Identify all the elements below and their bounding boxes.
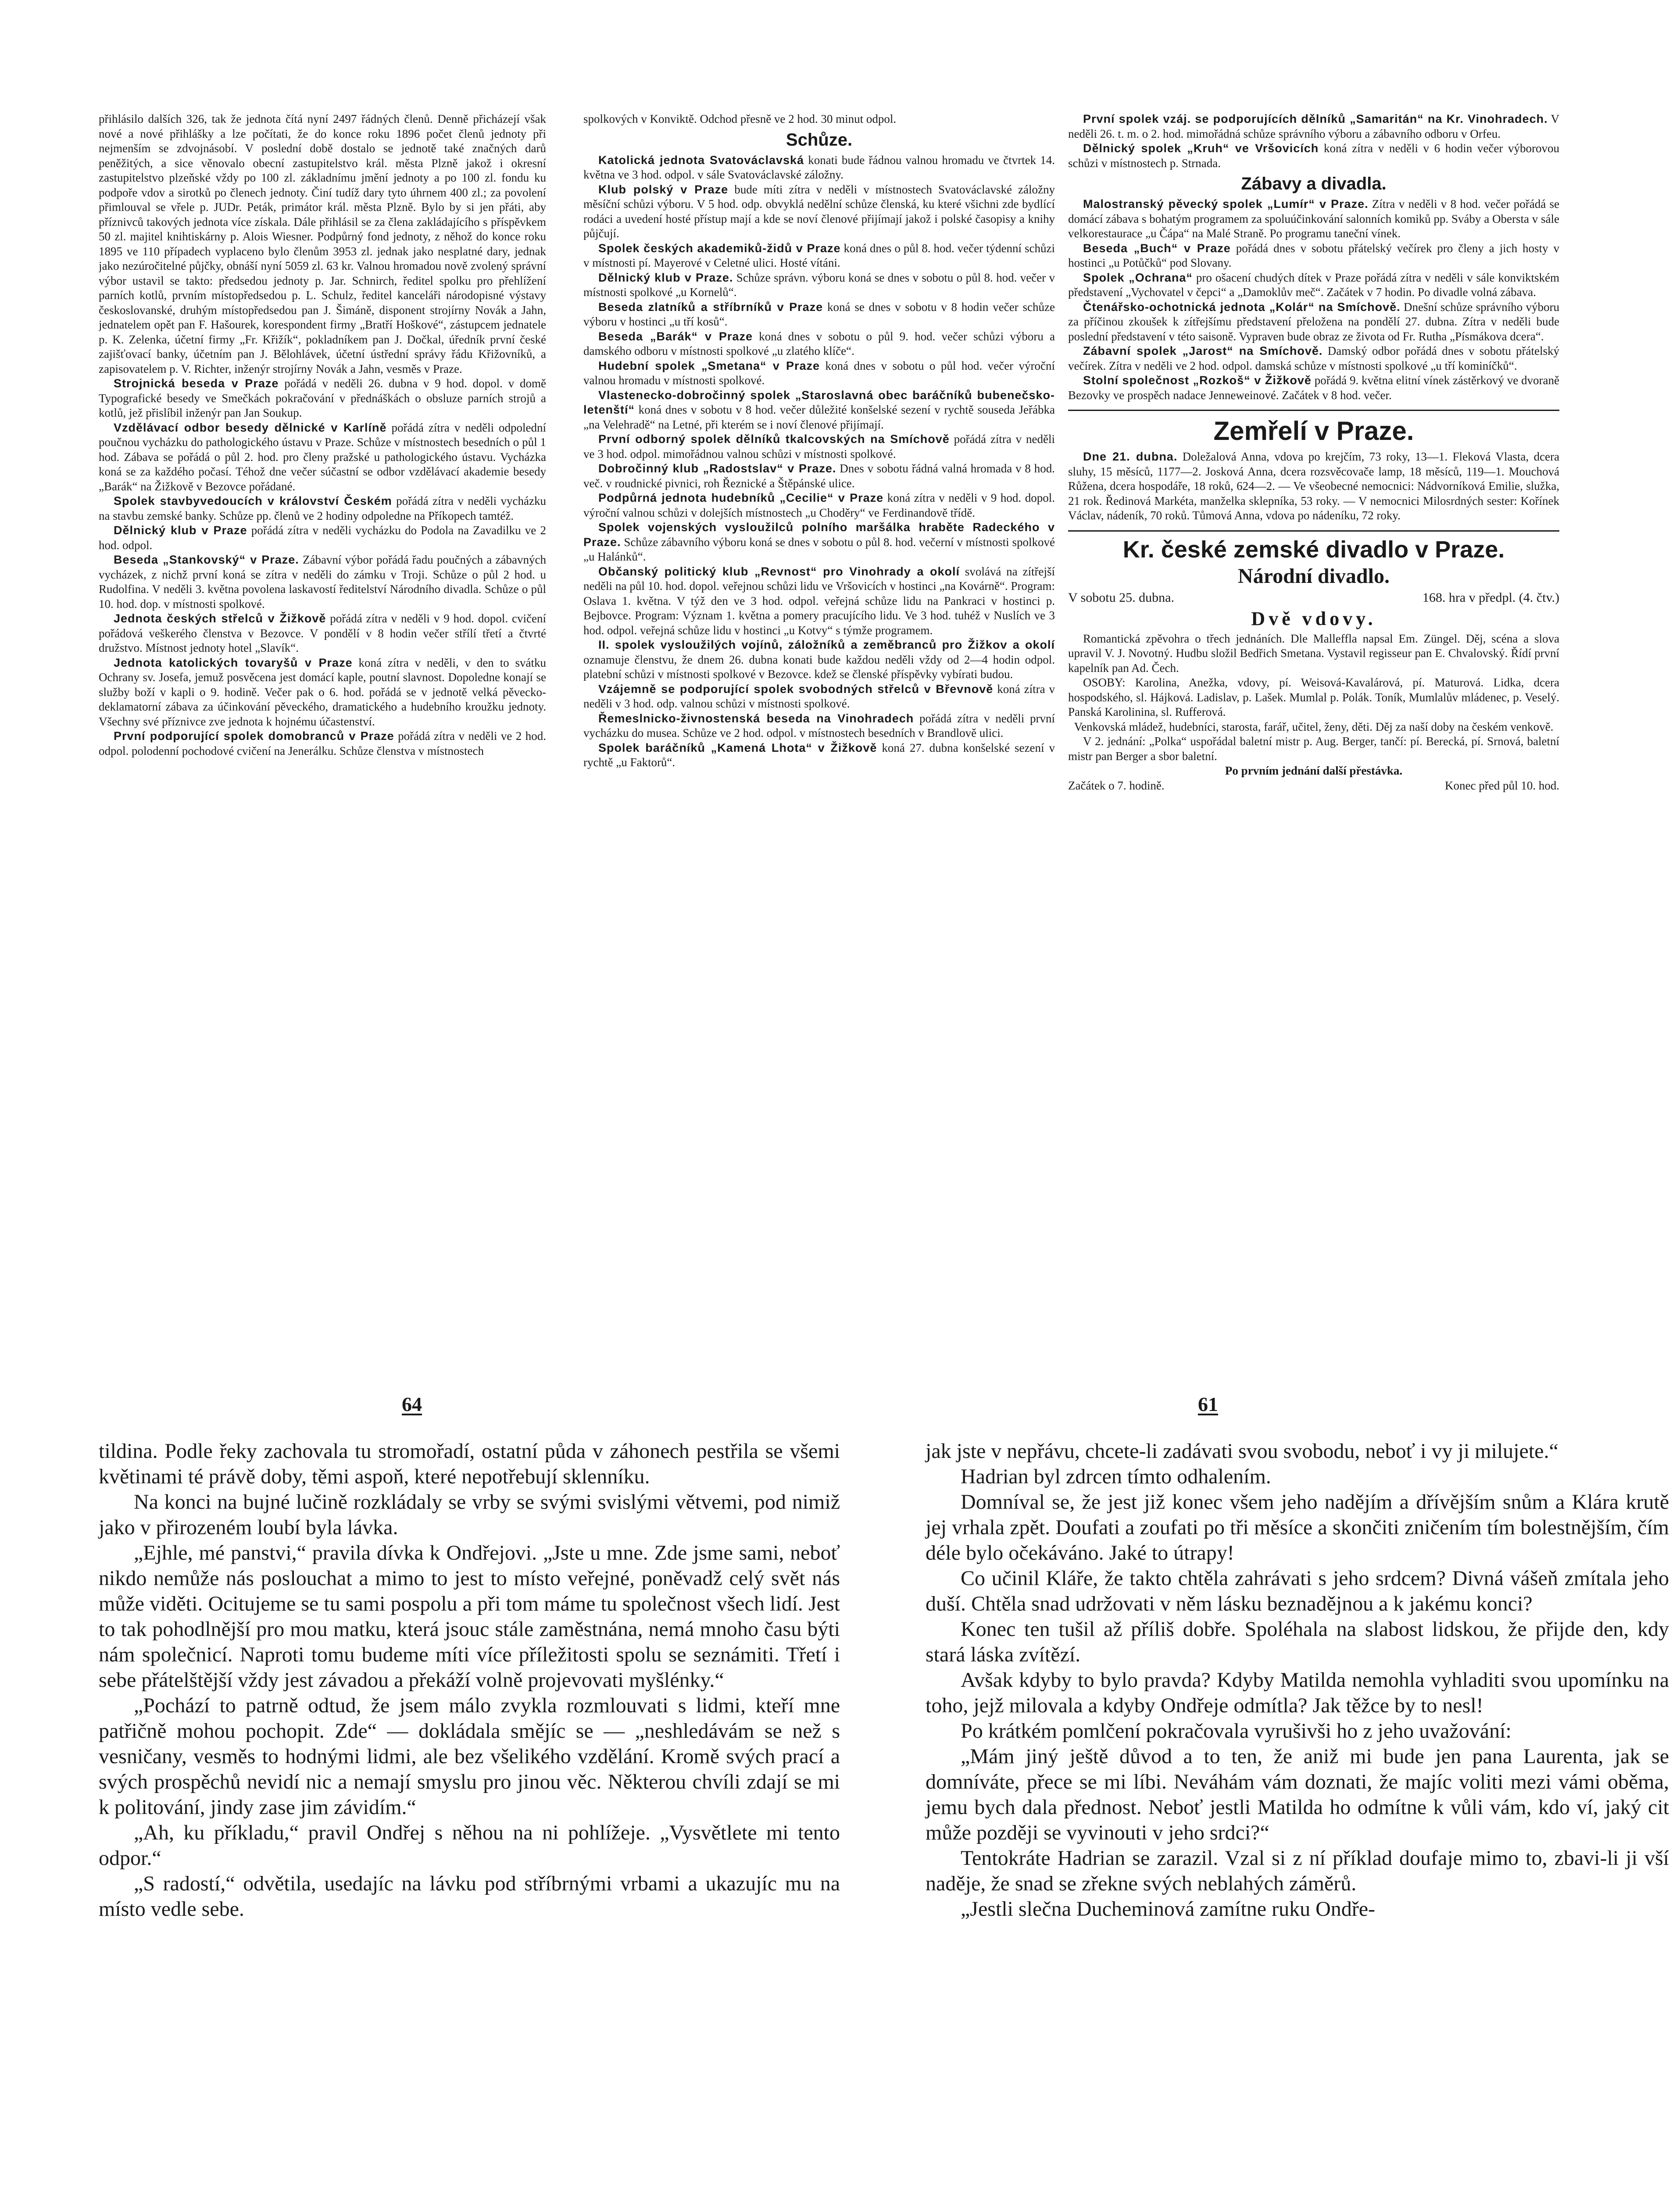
column-2-notice: II. spolek vysloužilých vojínů, záložníků a zeměbranců pro Žižkov a okolí oznamuje členstvu, že dnem 26. dubna konati bude každou neděli vždy od 2—4 hodin odpol. platební schůzi v místnosti spolkové v Bezovce. kdež se členské příspěvky vybírati budou. [583, 638, 1055, 681]
newspaper-upper-half [99, 112, 1559, 1292]
novel-left-column [99, 1439, 840, 1922]
notice-heading: Podpůrná jednota hudebníků „Cecilie“ v Praze [598, 491, 884, 504]
column-1-notice: Strojnická beseda v Praze pořádá v neděli 26. dubna v 9 hod. dopol. v domě Typografické besedy ve Smečkách pokračování v přednáškách o obsluze parních strojů a kotlů, jež přislíbil inženýr pan Jan Soukup. [99, 377, 546, 419]
column-2-notice: Občanský politický klub „Revnost“ pro Vinohrady a okolí svolává na zítřejší neděli na půl 10. hod. dopol. veřejnou schůzi lidu ve Vršovicích v hostinci „na Kovárně“. Program: Oslava 1. května. V týž den ve 3 hod. odpol. veřejná schůze lidu na Pankraci v hostinci p. Bejbovce. Program: Význam 1. května a pomery pracujícího lidu. Ve 3 hod. tuhéž v Nuslích ve 3 hod. odpol. veřejná schůze lidu v hostinci „u Kotvy“ s týmže programem. [583, 564, 1055, 637]
notice-heading: První odborný spolek dělníků tkalcovských na Smíchově [598, 432, 950, 446]
novel-right-paragraph: Tentokráte Hadrian se zarazil. Vzal si z ní příklad doufaje mimo to, zbavi-li ji vší naděje, že snad se zřekne svých neblahých záměrů. [926, 1847, 1669, 1895]
play-end: Konec před půl 10. hod. [1445, 779, 1559, 792]
column-3b-notice: Stolní společnost „Rozkoš“ v Žižkově pořádá 9. května elitní vínek zástěrkový ve dvoraně Bezovky ve prospěch nadace Jenneweinové. Začátek v 8 hod. večer. [1068, 374, 1559, 402]
novel-right-paragraph: Avšak kdyby to bylo pravda? Kdyby Matilda nemohla vyhladiti svou upomínku na toho, jejž milovala a kdyby Ondřeje odmítla? Jak těžce by to nesl! [926, 1668, 1669, 1717]
notice-heading: Klub polský v Praze [598, 182, 729, 196]
play-times [1068, 779, 1559, 793]
column-2-notice: Řemeslnicko-živnostenská beseda na Vinohradech pořádá zítra v neděli první vycházku do musea. Schůze ve 2 hod. odpol. v místnostech besedních v Brandlově ulici. [583, 711, 1055, 739]
novel-left-paragraph: Na konci na bujné lučině rozkládaly se vrby se svými svislými větvemi, pod nimiž jako v přirozeném loubí byla lávka. [99, 1490, 840, 1539]
deaths-list: Dne 21. dubna. Doležalová Anna, vdova po krejčím, 73 roky, 13—1. Fleková Vlasta, dcera sluhy, 15 měsíců, 1177—2. Josková Anna, dcera rozsvěcovače lamp, 18 měsíců, 119—1. Mouchová Růžena, dcera hospodáře, 18 roků, 624—2. — Ve všeobecné nemocnici: Nádvorníková Emilie, služka, 21 rok. Ředinová Markéta, manželka sklepníka, 53 roky. — V nemocnici Milosrdných sester: Kořínek Václav, nádeník, 70 roků. Tůmová Anna, vdova po nádeníku, 72 roky. [1068, 450, 1559, 522]
column-2-notice: První odborný spolek dělníků tkalcovských na Smíchově pořádá zítra v neděli ve 3 hod. odpol. mimořádnou valnou schůzi v místnosti spolkové. [583, 432, 1055, 461]
column-2-intro: spolkových v Konviktě. Odchod přesně ve 2 hod. 30 minut odpol. [583, 112, 897, 125]
theatre-subscription: 168. hra v předpl. (4. čtv.) [1422, 590, 1559, 605]
novel-right-paragraph: Po krátkém pomlčení pokračovala vyrušivši ho z jeho uvažování: [961, 1719, 1512, 1743]
column-3b-notice: Zábavní spolek „Jarost“ na Smíchově. Damský odbor pořádá dnes v sobotu přátelský večírek. Zítra v neděli ve 2 hod. odpol. damská schůze v místnosti spolkové „u tří kominíčků“. [1068, 344, 1559, 372]
play-title: Dvě vdovy. [1251, 607, 1376, 629]
notice-heading: Stolní společnost „Rozkoš“ v Žižkově [1083, 374, 1312, 387]
novel-right-paragraph: Hadrian byl zdrcen tímto odhalením. [961, 1465, 1271, 1488]
column-2-notice: Klub polský v Praze bude míti zítra v neděli v místnostech Svatováclavské záložny měsíční schůzi výboru. V 5 hod. odp. obvyklá nedělní schůze členská, ku které všichni zde bydlící rodáci a uvedení hosté přístup mají a kde se noví členové přijímají jakož i polské časopisy a knihy půjčují. [583, 182, 1055, 240]
play-extras: Venkovská mládež, hudebníci, starosta, farář, učitel, ženy, děti. Děj za naší doby na českém venkově. [1074, 720, 1554, 733]
play-note: Po prvním jednání další přestávka. [1225, 764, 1403, 777]
column-3b-notice: Malostranský pěvecký spolek „Lumír“ v Praze. Zítra v neděli v 8 hod. večer pořádá se domácí zábava s bohatým programem za spoluúčinkování salonních komiků pp. Sváby a Obersta v sále velkorestaurace „u Čápa“ na Malé Straně. Po programu taneční vínek. [1068, 197, 1559, 240]
column-2-notice: Podpůrná jednota hudebníků „Cecilie“ v Praze koná zítra v neděli v 9 hod. dopol. výroční valnou schůzi v dolejších místnostech „u Choděry“ ve Ferdinandově třídě. [583, 491, 1055, 519]
novel-left-paragraph: „Pochází to patrně odtud, že jsem málo zvykla rozmlouvati s lidmi, kteří mne patřičně mohou pochopit. Zde“ — dokládala smějíc se — „neshledávám se než s vesničany, vesměs to hodnými lidmi, ale bez všelikého vzdělání. Kromě svých prací a svých prospěchů nevidí nic a nemají smyslu pro jinou věc. Některou chvíli zdají se mi k politování, jindy zase jim závidím.“ [99, 1694, 840, 1819]
notice-heading: První spolek vzáj. se podporujících dělníků „Samaritán“ na Kr. Vinohradech. [1083, 112, 1548, 125]
divider [1068, 530, 1559, 532]
novel-right-paragraph: Domníval se, že jest již konec všem jeho nadějím a dřívějším snům a Klára krutě jej vrhala zpět. Doufati a zoufati po tři měsíce a skončiti zničením tím bolestnějším, čím déle bylo očekáváno. Jaké to útrapy! [926, 1490, 1669, 1564]
column-3a-notice: Dělnický spolek „Kruh“ ve Vršovicích koná zítra v neděli v 6 hodin večer výborovou schůzi v místnostech p. Strnada. [1068, 142, 1559, 170]
notice-heading: Řemeslnicko-živnostenská beseda na Vinohradech [598, 711, 914, 725]
novel-right-paragraph: „Mám jiný ještě důvod a to ten, že aniž mi bude jen pana Laurenta, jak se domníváte, přece se mi líbi. Neváhám vám doznati, že majíc voliti mezi vámi oběma, jemu bych dala přednost. Neboť jestli Matilda ho odmítne k vůli vám, kdo ví, jaký cit může později se vyvinouti v jeho srdci?“ [926, 1745, 1669, 1844]
column-1-notice: Dělnický klub v Praze pořádá zítra v neděli vycházku do Podola na Zavadilku ve 2 hod. odpol. [99, 524, 546, 552]
notice-heading: První podporující spolek domobranců v Praze [114, 729, 394, 743]
theatre-date-row [1068, 589, 1559, 606]
notice-heading: II. spolek vysloužilých vojínů, záložníků a zeměbranců pro Žižkov a okolí [598, 638, 1055, 651]
novel-right-paragraph: „Jestli slečna Ducheminová zamítne ruku Ondře- [961, 1897, 1375, 1921]
column-2-notice: Spolek vojenských vysloužilců polního maršálka hraběte Radeckého v Praze. Schůze zábavního výboru koná se dnes v sobotu o půl 8. hod. večerní v místnosti spolkové „u Halánků“. [583, 521, 1055, 563]
notice-heading: Beseda „Barák“ v Praze [598, 329, 753, 343]
notice-heading: Strojnická beseda v Praze [114, 377, 279, 390]
column-2 [583, 112, 1055, 770]
column-2-notice: Dobročinný klub „Radostslav“ v Praze. Dnes v sobotu řádná valná hromada v 8 hod. več. v roudnické pivnici, roh Řeznické a Štěpánské ulice. [583, 462, 1055, 490]
novel-right-paragraph: jak jste v nepřávu, chcete-li zadávati svou svobodu, neboť i vy ji milujete.“ [926, 1439, 1558, 1463]
notice-heading: Beseda „Buch“ v Praze [1083, 241, 1231, 255]
notice-heading: Malostranský pěvecký spolek „Lumír“ v Praze. [1083, 197, 1369, 211]
notice-heading: Jednota katolických tovaryšů v Praze [114, 656, 353, 669]
column-1-notice: přihlásilo dalších 326, tak že jednota čítá nyní 2497 řádných členů. Denně přicházejí však nové a nové přihlášky a lze počítati, že do konce roku 1896 počet členů jednoty při nejmenším se zdvojnásobí. V poslední době dostalo se jednotě také značných darů peněžitých, a sice věnovalo obecní zastupitelstvo král. města Plzně jakož i okresní zastupitelstvo plzeňské vždy po 100 zl. základnímu jmění jednoty a po 100 zl. fondu ku podpoře vdov a sirotků po členech jednoty. Činí tudíž dary tyto úhrnem 400 zl.; za povolení přimlouval se vřele p. JUDr. Peták, primátor král. města Plzně. Bylo by si jen přáti, aby příznivců takových jednota více získala. Dále přihlásil se za člena zakládajícího s příspěvkem 50 zl. majitel knihtiskárny p. Alois Wiesner. Podpůrný fond jednoty, z něhož do konce roku 1895 ve 110 případech vyplaceno bylo členům 3953 zl. jednak jako nesplatné dary, jednak jako nezúročitelné půjčky, obnáší nyní 5059 zl. 63 kr. Valnou hromadou nově zvolený správní výbor ustavil se takto: předsedou jednoty p. Jar. Schnirch, ředitel spolku pro přehlížení parních kotlů, prvním místopředsedou p. L. Schulz, ředitel kanceláři národopisné výstavy českoslovanské, druhým místopředsedou pan J. Šimáně, disponent strojírny Novák a Jahn, jednatelem opět pan F. Hašourek, korespondent firmy „Bratří Hoškové“, zástupcem jednatele p. K. Zelenka, účetní firmy „Fr. Křižík“, pokladníkem pan J. Dočkal, úředník první české zajišťovací banky, účetním pan J. Bělohlávek, účetní ústřední správy řádu Křižovníků, a zapisovatelem p. V. Richter, inženýr strojírny Novák a Jahn, vesměs v Praze. [99, 112, 546, 375]
notice-heading: Spolek „Ochrana“ [1083, 271, 1193, 284]
novel-left-paragraph: tildina. Podle řeky zachovala tu stromořadí, ostatní půda v záhonech pestřila se všemi květinami té právě doby, těmi aspoň, které nepotřebují sklenníku. [99, 1439, 840, 1488]
column-1-notice: Spolek stavbyvedoucích v království Českém pořádá zítra v neděli vycházku na stavbu zemské banky. Schůze pp. členů ve 2 hodiny odpoledne na Příkopech tamtéž. [99, 494, 546, 522]
column-1-notice: Beseda „Stankovský“ v Praze. Zábavní výbor pořádá řadu poučných a zábavných vycházek, z nichž první koná se zítra v neděli do zámku v Troji. Schůze o půl 2 hod. u Rudolfina. V neděli 3. května povolena laskavostí ředitelství Národního divadla. Schůze o půl 10. hod. dop. v místnosti spolkové. [99, 553, 546, 611]
notice-heading: Dělnický spolek „Kruh“ ve Vršovicích [1083, 142, 1319, 155]
notice-heading: Spolek stavbyvedoucích v království Českém [114, 494, 392, 507]
column-3a-notice: První spolek vzáj. se podporujících dělníků „Samaritán“ na Kr. Vinohradech. V neděli 26. t. m. o 2. hod. mimořádná schůze správního výboru a zábavního odboru v Orfeu. [1068, 112, 1559, 140]
column-2-notice: Hudební spolek „Smetana“ v Praze koná dnes v sobotu o půl hod. večer výroční valnou hromadu v místnosti spolkové. [583, 359, 1055, 387]
notice-heading: Beseda zlatníků a stříbrníků v Praze [598, 300, 823, 314]
novel-left-paragraph: „S radostí,“ odvětila, usedajíc na lávku pod stříbrnými vrbami a ukazujíc mu na místo vedle sebe. [99, 1872, 840, 1921]
column-2-notice: Vlastenecko-dobročinný spolek „Staroslavná obec baráčníků bubenečsko-letenští“ koná dnes v sobotu v 8 hod. večer důležité konšelské sezení v rychtě souseda Jeřábka „na Velehradě“ na Letné, při kterém se i noví členové přijímají. [583, 388, 1055, 431]
novel-right-paragraph: Konec ten tušil až příliš dobře. Spoléhala na slabost lidskou, že přijde den, kdy stará láska zvítězí. [926, 1618, 1669, 1666]
section-heading-entertainment: Zábavy a divadla. [1241, 174, 1387, 193]
notice-heading: Katolická jednota Svatováclavská [598, 153, 804, 167]
play-start: Začátek o 7. hodině. [1068, 779, 1165, 792]
column-1-notice: Jednota českých střelců v Žižkově pořádá zítra v neděli v 9 hod. dopol. cvičení pořádová veškerého členstva v Bezovce. V pondělí v 8 hodin večer střílí třetí a čtvrté družstvo. Místnost jednoty hotel „Slavík“. [99, 612, 546, 654]
play-cast: OSOBY: Karolina, Anežka, vdovy, pí. Weisová-Kavalárová, pí. Maturová. Lidka, dcera hospodského, sl. Hájková. Ladislav, p. Lašek. Mumlal p. Polák. Toník, Mumlalův mládenec, p. Veselý. Panská Karolinina, sl. Rufferová. [1068, 676, 1559, 718]
novel-right-column [926, 1439, 1669, 1922]
notice-heading: Vzdělávací odbor besedy dělnické v Karlíně [114, 421, 387, 434]
section-heading-deaths: Zemřelí v Praze. [1213, 416, 1414, 446]
play-description: Romantická zpěvohra o třech jednáních. Dle Malleffla napsal Em. Züngel. Děj, scéna a slova upravil V. J. Novotný. Hudbu složil Bedřich Smetana. Vystavil regisseur pan E. Chvalovský. Řídí první kapelník pan Ad. Čech. [1068, 632, 1559, 675]
column-2-notice: Spolek českých akademiků-židů v Praze koná dnes o půl 8. hod. večer týdenní schůzi v místnosti pí. Mayerové v Celetné ulici. Hosté vítáni. [583, 241, 1055, 269]
column-3 [1068, 112, 1559, 793]
theatre-subtitle: Národní divadlo. [1238, 564, 1390, 588]
column-1-notice: Vzdělávací odbor besedy dělnické v Karlíně pořádá zítra v neděli odpolední poučnou vycházku do pathologického ústavu v Praze. Schůze v místnostech besedních o půl 1 hod. Zábava se pořádá o půl 2. hod. pro členy pražské u pathologického ústavu. Vycházka koná se za každého počasí. Téhož dne večer súčastní se odbor vzdělávací akademie besedy „Barák“ na Žižkově v Bezovce pořádané. [99, 421, 546, 493]
novel-right-paragraph: Co učinil Kláře, že takto chtěla zahrávati s jeho srdcem? Divná vášeň zmítala jeho duší. Chtěla snad udržovati v něm lásku beznadějnou a k jakému konci? [926, 1567, 1669, 1615]
page-number-right: 61 [1198, 1393, 1218, 1415]
notice-heading: Vlastenecko-dobročinný spolek „Staroslavná obec baráčníků bubenečsko-letenští“ [583, 388, 1055, 416]
notice-heading: Spolek českých akademiků-židů v Praze [598, 241, 841, 255]
theatre-title: Kr. české zemské divadlo v Praze. [1122, 536, 1505, 563]
novel-left-paragraph: „Ah, ku příkladu,“ pravil Ondřej s něhou na ni pohlížeje. „Vysvětlete mi tento odpor.“ [99, 1821, 840, 1870]
notice-heading: Občanský politický klub „Revnost“ pro Vinohrady a okolí [598, 564, 960, 578]
deaths-date: Dne 21. dubna. [1083, 450, 1178, 463]
column-1-notice: Jednota katolických tovaryšů v Praze koná zítra v neděli, v den to svátku Ochrany sv. Josefa, jemuž posvěcena jest domácí kaple, poutní slavnost. Dopoledne konají se služby boží v kapli o 9. hodině. Večer pak o 6. hod. pořádá se v jednotě velká pěvecko-deklamatorní zábava za účinkování pěveckého, dramatického a hudebního kroužku jednoty. Všechny své příznivce zve jednota k hojnému účastenství. [99, 656, 546, 728]
column-3b-notice: Beseda „Buch“ v Praze pořádá dnes v sobotu přátelský večírek pro členy a jich hosty v hostinci „u Potůčků“ pod Slovany. [1068, 241, 1559, 269]
notice-heading: Dělnický klub v Praze [114, 524, 247, 537]
section-heading-meetings: Schůze. [786, 130, 853, 150]
notice-heading: Dobročinný klub „Radostslav“ v Praze. [598, 462, 836, 475]
theatre-date: V sobotu 25. dubna. [1068, 590, 1174, 605]
column-3b-notice: Čtenářsko-ochotnická jednota „Kolár“ na Smíchově. Dnešní schůze správního výboru za příčinou zkoušek k zítřejšímu představení přeložena na pondělí 27. dubna. Zítra v neděli bude poslední představení v této saisoně. Vypraven bude obraz ze života od Fr. Rutha „Písmákova dcera“. [1068, 300, 1559, 343]
notice-heading: Hudební spolek „Smetana“ v Praze [598, 359, 820, 372]
column-2-notice: Vzájemně se podporující spolek svobodných střelců v Břevnově koná zítra v neděli v 3 hod. odp. valnou schůzi v místnosti spolkové. [583, 682, 1055, 710]
notice-heading: Vzájemně se podporující spolek svobodných střelců v Břevnově [598, 682, 994, 696]
notice-heading: Čtenářsko-ochotnická jednota „Kolár“ na Smíchově. [1083, 300, 1401, 314]
novel-left-paragraph: „Ejhle, mé panstvi,“ pravila dívka k Ondřejovi. „Jste u mne. Zde jsme sami, neboť nikdo nemůže nás poslouchat a mimo to jest to místo veřejné, poněvadž celý svět nás může viděti. Ocitujeme se tu sami pospolu a při tom máme tu společnost všech lidí. Jest to tak pohodlnější pro mou matku, která jsouc stále zaměstnána, nemá mnoho času býti nám společnicí. Naproti tomu budeme míti více příležitosti spolu se seznámiti. Třetí i sebe přátelštější vždy jest závadou a překáží volně projevovati myšlénky.“ [99, 1541, 840, 1692]
column-2-notice: Beseda „Barák“ v Praze koná dnes v sobotu o půl 9. hod. večer schůzi výboru a damského odboru v místnosti spolkové „u zlatého klíče“. [583, 329, 1055, 357]
column-3b-notice: Spolek „Ochrana“ pro ošacení chudých dítek v Praze pořádá zítra v neděli v sále konviktském představení „Vychovatel v čepci“ a „Damoklův meč“. Začátek v 7 hodin. Po divadle volná zábava. [1068, 271, 1559, 299]
notice-heading: Spolek vojenských vysloužilců polního maršálka hraběte Radeckého v Praze. [583, 521, 1055, 549]
column-2-notice: Spolek baráčníků „Kamená Lhota“ v Žižkově koná 27. dubna konšelské sezení v rychtě „u Faktorů“. [583, 741, 1055, 769]
column-2-notice: Beseda zlatníků a stříbrníků v Praze koná se dnes v sobotu v 8 hodin večer schůze výboru v hostinci „u tří kosů“. [583, 300, 1055, 328]
notice-heading: Dělnický klub v Praze. [598, 271, 733, 284]
notice-heading: Zábavní spolek „Jarost“ na Smíchově. [1083, 344, 1323, 357]
notice-heading: Jednota českých střelců v Žižkově [114, 612, 326, 625]
column-2-notice: Dělnický klub v Praze. Schůze správn. výboru koná se dnes v sobotu o půl 8. hod. večer v místnosti spolkové „u Kornelů“. [583, 271, 1055, 299]
notice-heading: Beseda „Stankovský“ v Praze. [114, 553, 299, 566]
page-number-left: 64 [402, 1393, 422, 1415]
column-1 [99, 112, 546, 758]
column-2-notice: Katolická jednota Svatováclavská konati bude řádnou valnou hromadu ve čtvrtek 14. května ve 3 hod. odpol. v sále Svatováclavské záložny. [583, 153, 1055, 181]
notice-heading: Spolek baráčníků „Kamená Lhota“ v Žižkově [598, 741, 877, 754]
divider [1068, 410, 1559, 411]
column-1-notice: První podporující spolek domobranců v Praze pořádá zítra v neděli ve 2 hod. odpol. polodenní pochodové cvičení na Jenerálku. Schůze členstva v místnostech [99, 729, 546, 757]
play-dance: V 2. jednání: „Polka“ uspořádal baletní mistr p. Aug. Berger, tančí: pí. Berecká, pí. Srnová, baletní mistr pan Berger a sbor baletní. [1068, 735, 1559, 763]
